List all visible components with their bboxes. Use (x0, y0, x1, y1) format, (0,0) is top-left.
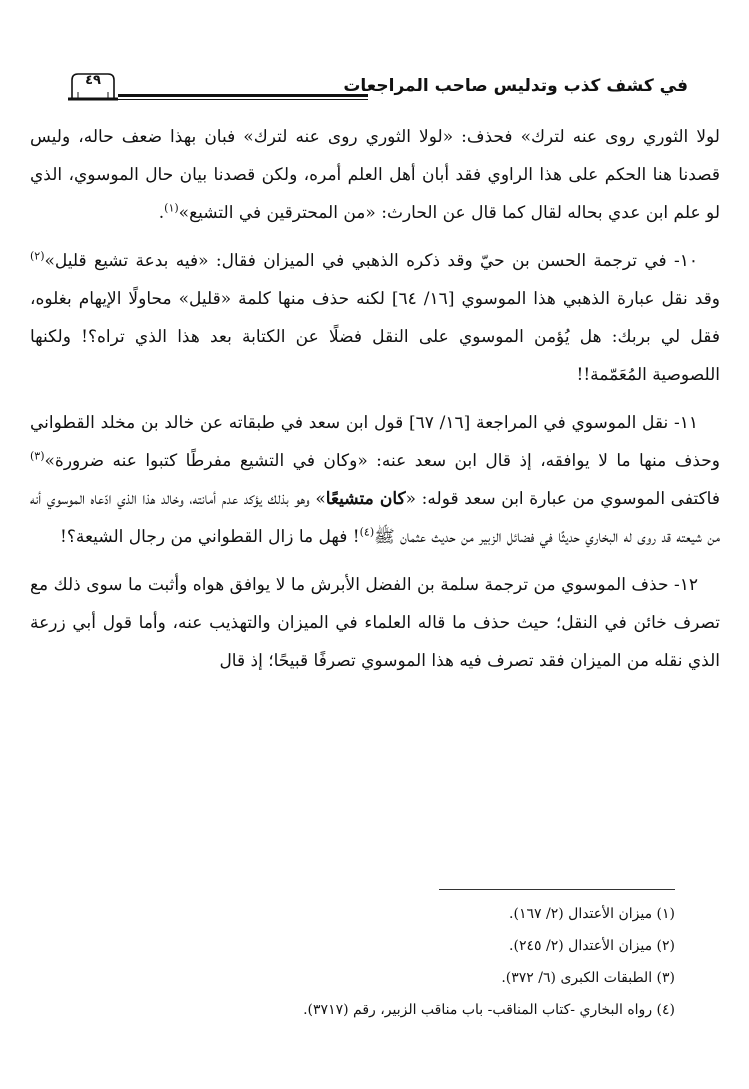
footnote: (٤) رواه البخاري -كتاب المناقب- باب مناقب الزبير، رقم (٣٧١٧). (303, 1002, 675, 1018)
paragraph (30, 566, 720, 680)
footnote-ref: (١) (164, 201, 179, 215)
text-run: ﷺ (374, 527, 395, 547)
text-run: ١١- نقل الموسوي في المراجعة [١٦/ ٦٧] قول ابن سعد في طبقاته عن خالد بن مخلد القطواني وحذف منها ما لا يوافقه، إذ قال ابن سعد عنه: «وكان في التشيع مفرطًا كتبوا عنه ضرورة» (30, 413, 720, 471)
header-rule (118, 94, 368, 100)
text-run: » وهو بذلك يؤكد عدم أمانته، وخالد هذا الذي ادّعاه الموسوي أنه من شيعته قد روى له البخاري حديثًا في فضائل الزبير من حديث عثمان (30, 489, 720, 547)
paragraph (30, 118, 720, 232)
footnote: (٢) ميزان الأعتدال (٢/ ٢٤٥). (509, 938, 675, 954)
page-number-badge (68, 72, 118, 100)
footnote: (٣) الطبقات الكبرى (٦/ ٣٧٢). (501, 970, 675, 986)
footnote-ref: (٢) (30, 249, 45, 263)
footnotes (75, 898, 675, 1026)
text-run: وقد نقل عبارة الذهبي هذا الموسوي [١٦/ ٦٤] لكنه حذف منها كلمة «قليل» محاولًا الإيهام بغلوه، فقل لي بربك: هل يُؤمن الموسوي على النقل فضلًا عن الكتابة بعد هذا الذي تراه؟! ولكنها اللصوصية المُعَمّمة!! (30, 289, 721, 385)
text-run: ! فهل ما زال القطواني من رجال الشيعة؟! (60, 527, 360, 547)
footnote-ref: (٣) (30, 449, 45, 463)
text-run: ١٠- في ترجمة الحسن بن حيّ وقد ذكره الذهبي في الميزان فقال: «فيه بدعة تشيع قليل» (44, 251, 698, 271)
text-run: . (158, 203, 165, 223)
footnote-ref: (٤) (359, 525, 375, 539)
footnote-separator (439, 889, 675, 890)
header-title: في كشف كذب وتدليس صاحب المراجعات (343, 76, 688, 96)
text-run: فاكتفى الموسوي من عبارة ابن سعد قوله: « (405, 489, 720, 509)
paragraph (30, 404, 720, 556)
text-run: ١٢- حذف الموسوي من ترجمة سلمة بن الفضل الأبرش ما لا يوافق هواه وأثبت ما سوى ذلك مع تصرف خائن في النقل؛ حيث حذف ما قاله العلماء في الميزان والتهذيب عنه، وأما قول أبي زرعة الذي نقله من الميزان فقد تصرف فيه هذا الموسوي تصرفًا قبيحًا؛ إذ قال (30, 575, 720, 671)
running-header (68, 72, 688, 106)
body-text (30, 118, 720, 690)
text-run: لولا الثوري روى عنه لترك» فحذف: «لولا الثوري روى عنه لترك» فبان بهذا ضعف حاله، وليس قصدنا هنا الحكم على هذا الراوي فقد أبان أهل العلم أمره، ولكن قصدنا بيان حال الموسوي، الذي لو علم ابن عدي بحاله لقال كما قال عن الحارث: «من المحترقين في التشيع» (30, 127, 720, 223)
paragraph (30, 242, 720, 394)
bold-text: كان متشيعًا (325, 489, 406, 509)
footnote: (١) ميزان الأعتدال (٢/ ١٦٧). (509, 906, 675, 922)
page-number: ٤٩ (85, 73, 101, 88)
